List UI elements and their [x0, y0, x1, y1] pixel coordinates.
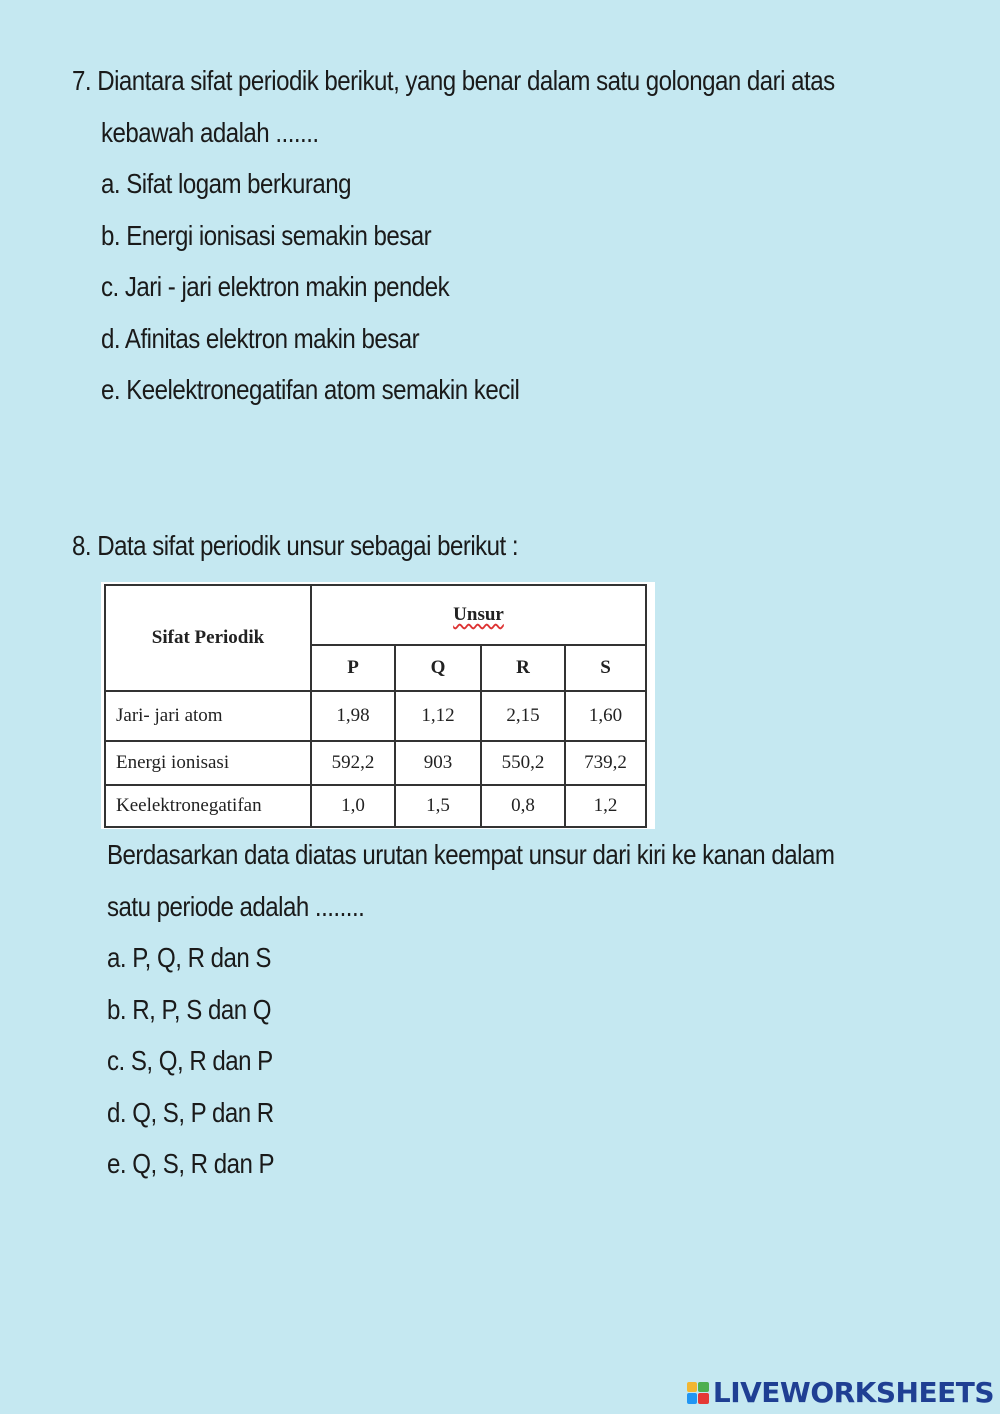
table-cell: 1,2 [565, 785, 646, 827]
column-header-q: Q [395, 645, 481, 691]
q8-option-e[interactable]: e. Q, S, R dan P [107, 1148, 275, 1179]
logo-mark-square [698, 1382, 709, 1393]
q8-stem: 8. Data sifat periodik unsur sebagai berikut : [72, 530, 519, 561]
liveworksheets-brand: LIVEWORKSHEETS [712, 1376, 994, 1409]
q8-question-line1: Berdasarkan data diatas urutan keempat unsur dari kiri ke kanan dalam [107, 839, 835, 870]
column-header-r: R [481, 645, 565, 691]
table-row [105, 741, 646, 785]
q8-option-b[interactable]: b. R, P, S dan Q [107, 994, 271, 1025]
column-header-p: P [311, 645, 395, 691]
logo-mark-square [698, 1393, 709, 1404]
q8-option-a[interactable]: a. P, Q, R dan S [107, 942, 271, 973]
q7-option-d[interactable]: d. Afinitas elektron makin besar [101, 323, 420, 354]
table-cell: 903 [395, 741, 481, 785]
column-header-s: S [565, 645, 646, 691]
liveworksheets-logo [687, 1376, 994, 1409]
table-cell: 2,15 [481, 691, 565, 741]
table-cell: 550,2 [481, 741, 565, 785]
header-group-label: Unsur [453, 604, 504, 625]
q8-option-d[interactable]: d. Q, S, P dan R [107, 1097, 274, 1128]
table-cell: 1,60 [565, 691, 646, 741]
q7-option-b[interactable]: b. Energi ionisasi semakin besar [101, 220, 432, 251]
header-group [311, 585, 646, 645]
q7-stem-line2: kebawah adalah ....... [101, 117, 319, 148]
table-cell: 0,8 [481, 785, 565, 827]
q7-option-c[interactable]: c. Jari - jari elektron makin pendek [101, 271, 450, 302]
logo-mark-square [687, 1382, 698, 1393]
row-label: Energi ionisasi [105, 741, 311, 785]
q7-option-a[interactable]: a. Sifat logam berkurang [101, 168, 351, 199]
table-row [105, 785, 646, 827]
q8-option-c[interactable]: c. S, Q, R dan P [107, 1045, 273, 1076]
q8-question-line2: satu periode adalah ........ [107, 891, 365, 922]
periodic-data-table-image [101, 582, 655, 829]
row-label: Keelektronegatifan [105, 785, 311, 827]
table-row [105, 691, 646, 741]
table-cell: 739,2 [565, 741, 646, 785]
periodic-data-table [104, 584, 647, 828]
logo-mark-square [687, 1393, 698, 1404]
q7-option-e[interactable]: e. Keelektronegatifan atom semakin kecil [101, 374, 520, 405]
table-cell: 1,12 [395, 691, 481, 741]
header-property: Sifat Periodik [105, 585, 311, 691]
row-label: Jari- jari atom [105, 691, 311, 741]
table-cell: 1,5 [395, 785, 481, 827]
table-cell: 1,0 [311, 785, 395, 827]
table-cell: 1,98 [311, 691, 395, 741]
table-cell: 592,2 [311, 741, 395, 785]
liveworksheets-mark-icon [687, 1382, 709, 1404]
q7-stem-line1: 7. Diantara sifat periodik berikut, yang benar dalam satu golongan dari atas [72, 65, 835, 96]
